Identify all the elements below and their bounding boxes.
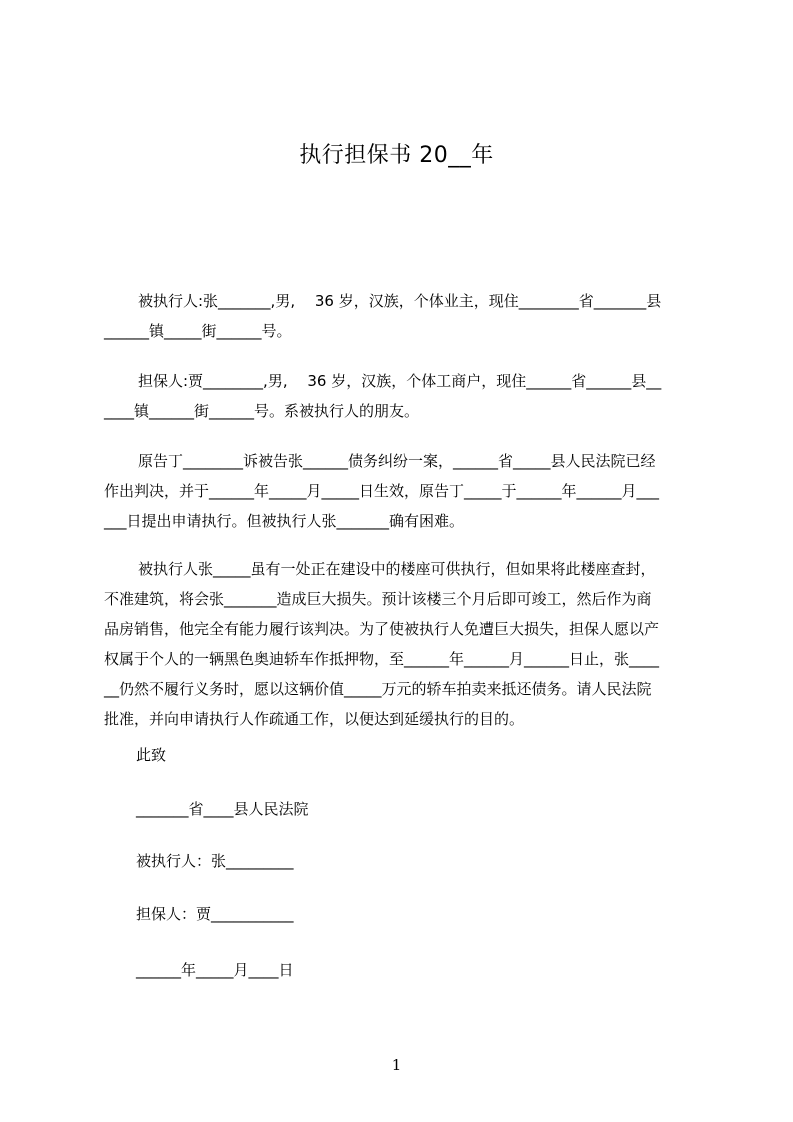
paragraph-line: 批准，并向申请执行人作疏通工作，以便达到延缓执行的目的。 (104, 710, 525, 728)
salutation: 此致 (136, 746, 167, 764)
paragraph-line: 担保人:贾________,男, 36 岁，汉族，个体工商户，现住______省______县__ (138, 372, 662, 390)
paragraph-line: 不准建筑，将会张_______造成巨大损失。预计该楼三个月后即可竣工，然后作为商 (104, 590, 652, 608)
signature-date: ______年_____月____日 (136, 961, 294, 979)
paragraph-line: 作出判决，并于______年_____月_____日生效，原告丁_____于______年______月___ (104, 482, 660, 500)
case-paragraph (104, 446, 704, 536)
guarantor-paragraph (104, 366, 704, 426)
document-title: 执行担保书 20__年 (299, 143, 494, 168)
debtor-signature: 被执行人：张_________ (136, 852, 294, 870)
paragraph-line: 被执行人:张_______,男, 36 岁，汉族，个体业主，现住________省_______县 (138, 292, 662, 310)
paragraph-line: 权属于个人的一辆黑色奥迪轿车作抵押物，至______年______月______日止，张____ (104, 650, 660, 668)
paragraph-line: 被执行人张_____虽有一处正在建设中的楼座可供执行，但如果将此楼座查封， (138, 560, 656, 578)
request-paragraph (104, 554, 704, 734)
guarantor-signature: 担保人：贾___________ (136, 905, 294, 923)
paragraph-line: ___日提出申请执行。但被执行人张_______确有困难。 (104, 512, 465, 530)
paragraph-line: ____镇______街______号。系被执行人的朋友。 (104, 402, 420, 420)
court-addressee: _______省____县人民法院 (136, 800, 309, 818)
paragraph-line: 品房销售，他完全有能力履行该判决。为了使被执行人免遭巨大损失，担保人愿以产 (104, 620, 660, 638)
debtor-paragraph (104, 286, 704, 346)
page-number: 1 (391, 1056, 402, 1074)
paragraph-line: 原告丁________诉被告张______债务纠纷一案，______省_____县人民法院已经 (138, 452, 656, 470)
paragraph-line: ______镇_____街______号。 (104, 322, 292, 340)
paragraph-line: __仍然不履行义务时，愿以这辆价值_____万元的轿车拍卖来抵还债务。请人民法院 (104, 680, 652, 698)
